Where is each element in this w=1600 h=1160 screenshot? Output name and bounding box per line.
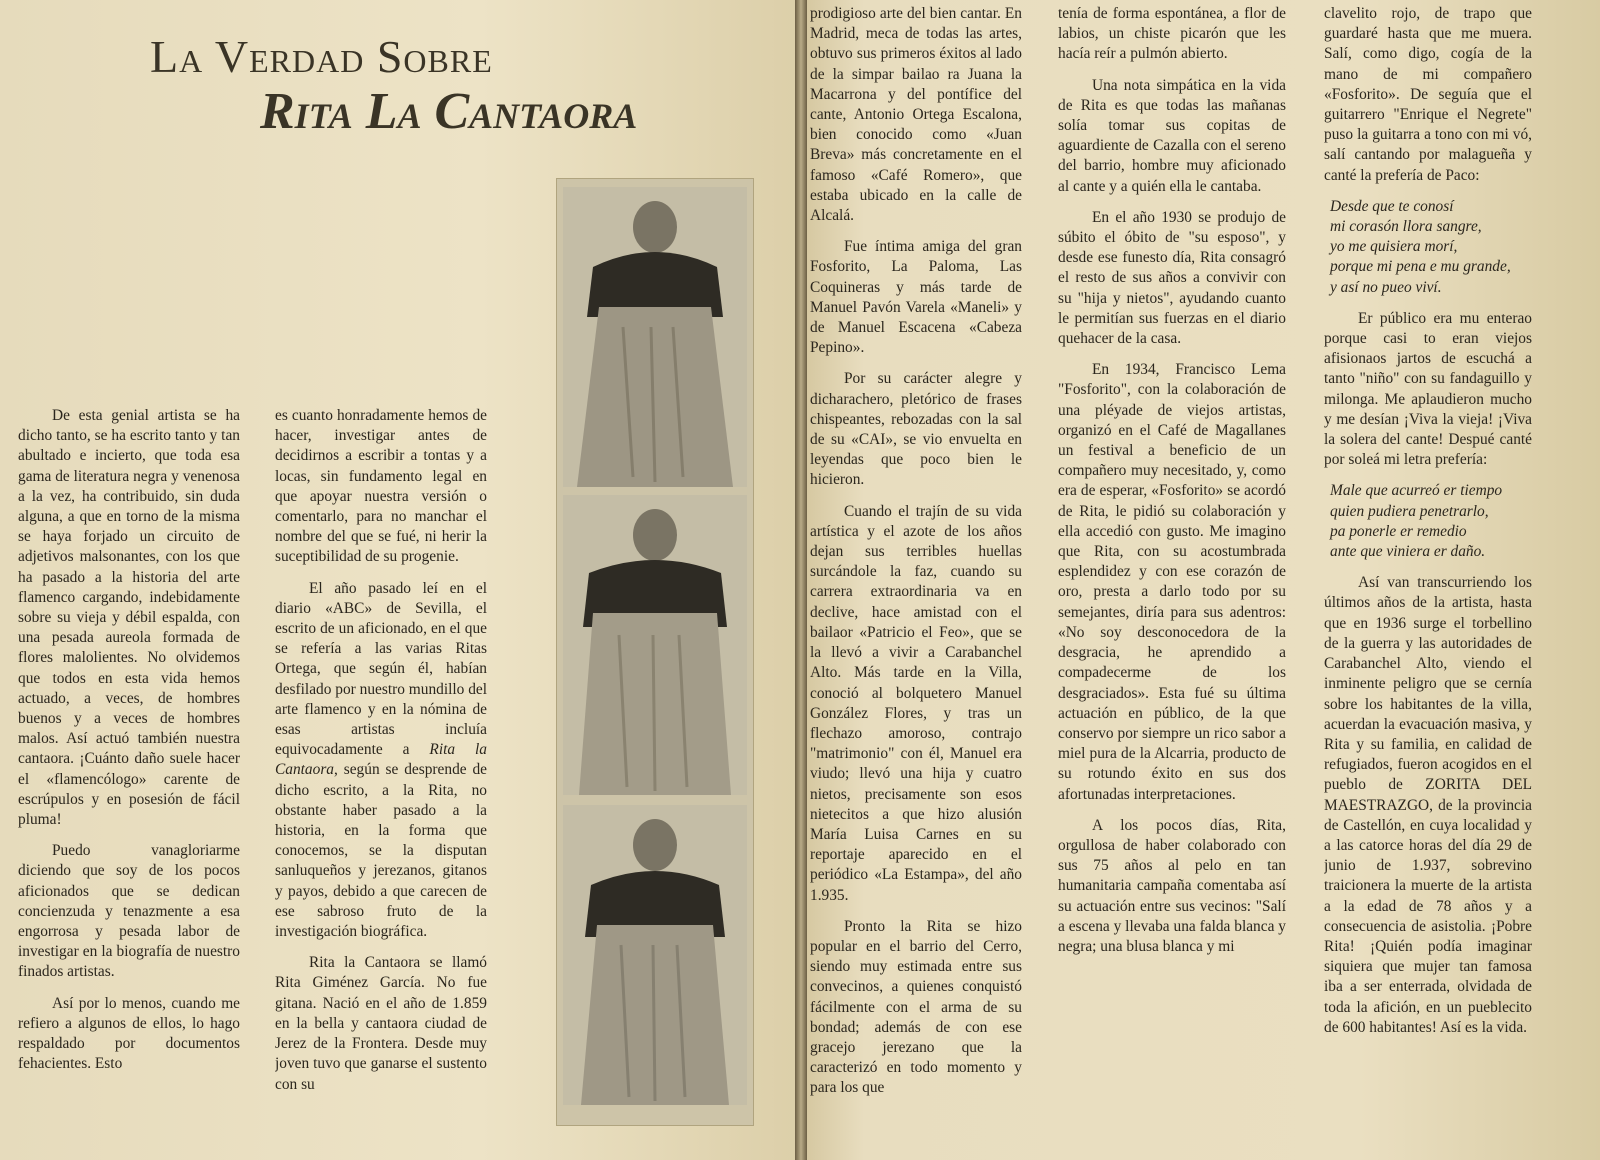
woman-figure-illustration [563, 495, 747, 795]
verse-line: mi corasón llora sangre, [1330, 218, 1482, 236]
verse-2 [1324, 481, 1532, 562]
verse-line: pa ponerle er remedio [1330, 522, 1467, 540]
verse-line: quien pudiera penetrarlo, [1330, 502, 1489, 520]
verse-line: yo me quisiera morí, [1330, 238, 1458, 256]
paragraph: Er público era mu enterao porque casi to eran viejos afisionaos jartos de escuchá a tanto "niño" con su fandaguillo y milonga. Me aplaudieron mucho y me desían ¡Viva la vieja! ¡Viva la solera del cante! Despué canté por soleá mi letra prefería: [1324, 309, 1532, 469]
title-line-2: Rita La Cantaora [260, 83, 638, 140]
photo-2 [563, 495, 747, 795]
paragraph: Por su carácter alegre y dicharachero, pletórico de frases chispeantes, rebozadas con la sal de su «CAI», se vio envuelta en leyendas que poco bien le hicieron. [810, 370, 1022, 489]
paragraph: prodigioso arte del bien cantar. En Madrid, meca de todas las artes, obtuvo sus primeros éxitos al lado de la simpar bailao ra Juana la Macarrona y del pontífice del cante, Antonio Ortega Escalona, bien conocido como «Juan Breva» más concretamente en el famoso «Café Romero», que estaba ubicado en la calle de Alcalá. [810, 5, 1022, 225]
paragraph: Rita la Cantaora se llamó Rita Giménez García. No fue gitana. Nació en el año de 1.859 en la bella y cantaora ciudad de Jerez de la Frontera. Desde muy joven tuvo que ganarse el sustento con su [275, 954, 487, 1093]
column-4 [1058, 4, 1286, 1134]
article-title [150, 30, 770, 140]
column-3 [810, 4, 1022, 1134]
woman-figure-illustration [563, 187, 747, 487]
column-5 [1324, 4, 1532, 1134]
verse-line: y así no pueo viví. [1330, 278, 1442, 296]
paragraph: En 1934, Francisco Lema "Fosforito", con la colaboración de una pléyade de viejos artistas, organizó en el Café de Magallanes un festival a beneficio de un compañero muy necesitado, y, como era de esperar, «Fosforito» se acordó de Rita, le pidió su colaboración y ella accedió con gusto. Me imagino que Rita, con su acostumbrada esplendidez y con ese corazón de oro, presta a darlo todo por su semejantes, diría para sus adentros: «No soy desconocedora de la desgracia, he aprendido a compadecerme de los desgraciados». Esta fué su última actuación en público, de la que conservo por siempre un rico sabor a miel pura de la Alcarria, producto de su rotundo éxito en sus dos afortunadas interpretaciones. [1058, 361, 1286, 803]
title-line-1: La Verdad Sobre [150, 31, 493, 82]
woman-figure-illustration [563, 805, 747, 1105]
page-gutter [795, 0, 807, 1160]
paragraph-text: , según se desprende de dicho escrito, a la Rita, no obstante haber pasado a la historia, en la forma que conocemos, se la disputan sanluqueños y jerezanos, gitanos y payos, debido a que carecen de ese sabroso fruto de la investigación biográfica. [275, 761, 487, 941]
paragraph: Así van transcurriendo los últimos años de la artista, hasta que en 1936 surge el torbellino de la guerra y las autoridades de Carabanchel Alto, viendo el inminente peligro que se cernía sobre los habitantes de la villa, acuerdan la evacuación masiva, y Rita y su familia, en calidad de refugiados, fueron acogidos en el pueblo de ZORITA DEL MAESTRAZGO, de la provincia de Castellón, en cuya localidad y a las catorce horas del día 29 de junio de 1.937, sobrevino traicionera la muerte de la artista a la edad de 78 años y a consecuencia de asistolia. ¡Pobre Rita! ¡Quién podía imaginar siquiera que mujer tan famosa iba a ser enterrada, olvidada de toda la afición, en un pueblecito de 600 habitantes! Así es la vida. [1324, 574, 1532, 1036]
paragraph [275, 579, 487, 943]
paragraph: tenía de forma espontánea, a flor de labios, un chiste picarón que les hacía reír a pulmón abierto. [1058, 5, 1286, 63]
paragraph: Una nota simpática en la vida de Rita es que todas las mañanas solía tomar sus copitas de aguardiente de Cazalla con el sereno del barrio, hombre muy aficionado al cante y a quién ella le cantaba. [1058, 76, 1286, 195]
photo-3 [563, 805, 747, 1105]
verse-line: porque mi pena e mu grande, [1330, 258, 1511, 276]
paragraph: Así por lo menos, cuando me refiero a algunos de ellos, lo hago respaldado por documentos fehacientes. Esto [18, 994, 240, 1073]
right-page [800, 0, 1600, 1160]
verse-1 [1324, 197, 1532, 298]
column-2 [275, 406, 487, 1126]
paragraph: De esta genial artista se ha dicho tanto, se ha escrito tanto y tan abultado e incierto, que toda esa gama de literatura negra y venenosa a la vez, ha contribuido, sin duda alguna, a que en torno de la misma se haya forjado un circuito de adjetivos malsonantes, con los que ha pasado a la historia del arte flamenco cargando, indebidamente sobre su vieja y débil espalda, con una pesada aureola formada de flores malolientes. No olvidemos que todos en esta vida hemos actuado, a veces, de hombres buenos y a veces de hombres malos. Así actuó también nuestra cantaora. ¡Cuánto daño suele hacer el «flamencólogo» carente de escrúpulos y en posesión de fácil pluma! [18, 407, 240, 829]
paragraph: Fue íntima amiga del gran Fosforito, La Paloma, Las Coquineras y más tarde de Manuel Pavón Varela «Maneli» y de Manuel Escacena «Cabeza Pepino». [810, 238, 1022, 357]
paragraph: Cuando el trajín de su vida artística y el azote de los años dejan sus terribles huellas surcándole la faz, cuando su carrera extraordinaria va en declive, hace amistad con el bailaor «Patricio el Feo», que se la llevó a vivir a Carabanchel Alto. Más tarde en la Villa, conoció al bolquetero Manuel González Flores, y tras un flechazo amoroso, contrajo "matrimonio" con él, Manuel era viudo; llevó una hija y cuatro nietos, precisamente son esos nietecitos a que hizo alusión María Luisa Carnes en su reportaje aparecido en el periódico «La Estampa», del año 1.935. [810, 502, 1022, 904]
emphasis-name: Rita la Cantaora [275, 741, 487, 779]
column-1 [18, 406, 240, 1126]
paragraph: clavelito rojo, de trapo que guardaré hasta que me muera. Salí, como digo, cogía de la mano de mi compañero «Fosforito». De seguía que el guitarrero "Enrique el Negrete" puso la guitarra a tono con mi vó, salí cantando por malagueña y canté la prefería de Paco: [1324, 5, 1532, 184]
paragraph: es cuanto honradamente hemos de hacer, investigar antes de decidirnos a escribir a tontas y a locas, sin fundamento legal en que apoyar nuestra versión o comentarlo, para no manchar el nombre del que se fué, ni herir la suceptibilidad de su progenie. [275, 407, 487, 566]
photo-1 [563, 187, 747, 487]
paragraph-text: El año pasado leí en el diario «ABC» de Sevilla, el escrito de un aficionado, en el que se refería a las varias Ritas Ortega, que según él, habían desfilado por nuestro mundillo del arte flamenco y en la nómina de esas artistas incluía equivocadamente a [275, 579, 487, 759]
verse-line: Desde que te conosí [1330, 197, 1454, 215]
verse-line: ante que viniera er daño. [1330, 543, 1486, 561]
paragraph: A los pocos días, Rita, orgullosa de haber colaborado con sus 75 años al pelo en tan humanitaria campaña comentaba así su actuación entre sus vecinos: "Salí a escena y llevaba una falda blanca y negra; una blusa blanca y mi [1058, 816, 1286, 955]
photo-strip [556, 178, 754, 1126]
paragraph: Puedo vanagloriarme diciendo que soy de los pocos aficionados que se dedican concienzuda y tenazmente a esa engorrosa y pesada labor de investigar en la biografía de nuestro finados artistas. [18, 842, 240, 981]
verse-line: Male que acurreó er tiempo [1330, 482, 1503, 500]
paragraph: Pronto la Rita se hizo popular en el barrio del Cerro, siendo muy estimada entre sus convecinos, a quienes conquistó fácilmente con el arma de su bondad; además de con ese gracejo jerezano que la caracterizó en todo momento y para los que [810, 917, 1022, 1097]
paragraph: En el año 1930 se produjo de súbito el óbito de "su esposo", y desde ese funesto día, Rita consagró el resto de sus años a convivir con su "hija y nietos", ayudando cuanto le permitían sus fuerzas en el diario quehacer de la casa. [1058, 208, 1286, 348]
